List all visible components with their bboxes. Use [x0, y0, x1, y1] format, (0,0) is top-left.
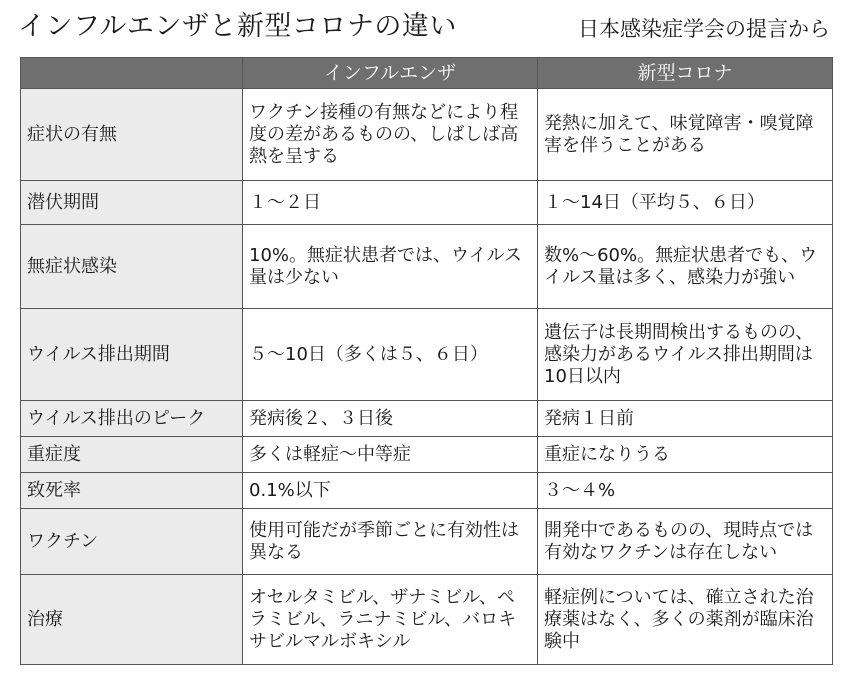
row-label: 治療 — [21, 575, 243, 665]
header-cell-influenza: インフルエンザ — [243, 58, 538, 89]
row-label: 症状の有無 — [21, 89, 243, 181]
table-row — [21, 509, 833, 575]
row-label: 重症度 — [21, 437, 243, 473]
row-label: 潜伏期間 — [21, 181, 243, 225]
row-label: ワクチン — [21, 509, 243, 575]
table-row — [21, 473, 833, 509]
covid-cell: 数%〜60%。無症状患者でも、ウイルス量は多く、感染力が強い — [538, 225, 833, 309]
influenza-cell: 10%。無症状患者では、ウイルス量は少ない — [243, 225, 538, 309]
page-title: インフルエンザと新型コロナの違い — [18, 11, 457, 42]
covid-cell: 重症になりうる — [538, 437, 833, 473]
influenza-cell: 使用可能だが季節ごとに有効性は異なる — [243, 509, 538, 575]
table-row — [21, 437, 833, 473]
covid-cell: 発病１日前 — [538, 401, 833, 437]
influenza-cell: オセルタミビル、ザナミビル、ペラミビル、ラニナミビル、バロキサビルマルボキシル — [243, 575, 538, 665]
table-row — [21, 309, 833, 401]
header — [0, 0, 846, 54]
row-label: 無症状感染 — [21, 225, 243, 309]
influenza-cell: 多くは軽症〜中等症 — [243, 437, 538, 473]
influenza-cell: １〜２日 — [243, 181, 538, 225]
table-header-row — [21, 58, 833, 89]
covid-cell: 発熱に加えて、味覚障害・嗅覚障害を伴うことがある — [538, 89, 833, 181]
row-label: ウイルス排出期間 — [21, 309, 243, 401]
covid-cell: ３〜４% — [538, 473, 833, 509]
table-row — [21, 401, 833, 437]
influenza-cell: 発病後２、３日後 — [243, 401, 538, 437]
covid-cell: 遺伝子は長期間検出するものの、感染力があるウイルス排出期間は10日以内 — [538, 309, 833, 401]
covid-cell: １〜14日（平均５、６日） — [538, 181, 833, 225]
row-label: ウイルス排出のピーク — [21, 401, 243, 437]
table-row — [21, 181, 833, 225]
header-cell-blank — [21, 58, 243, 89]
covid-cell: 軽症例については、確立された治療薬はなく、多くの薬剤が臨床治験中 — [538, 575, 833, 665]
comparison-table — [20, 57, 833, 665]
covid-cell: 開発中であるものの、現時点では有効なワクチンは存在しない — [538, 509, 833, 575]
source-note: 日本感染症学会の提言から — [578, 17, 830, 41]
influenza-cell: ワクチン接種の有無などにより程度の差があるものの、しばしば高熱を呈する — [243, 89, 538, 181]
row-label: 致死率 — [21, 473, 243, 509]
influenza-cell: 0.1%以下 — [243, 473, 538, 509]
header-cell-covid: 新型コロナ — [538, 58, 833, 89]
table-row — [21, 575, 833, 665]
influenza-cell: ５〜10日（多くは５、６日） — [243, 309, 538, 401]
table-row — [21, 225, 833, 309]
table-row — [21, 89, 833, 181]
